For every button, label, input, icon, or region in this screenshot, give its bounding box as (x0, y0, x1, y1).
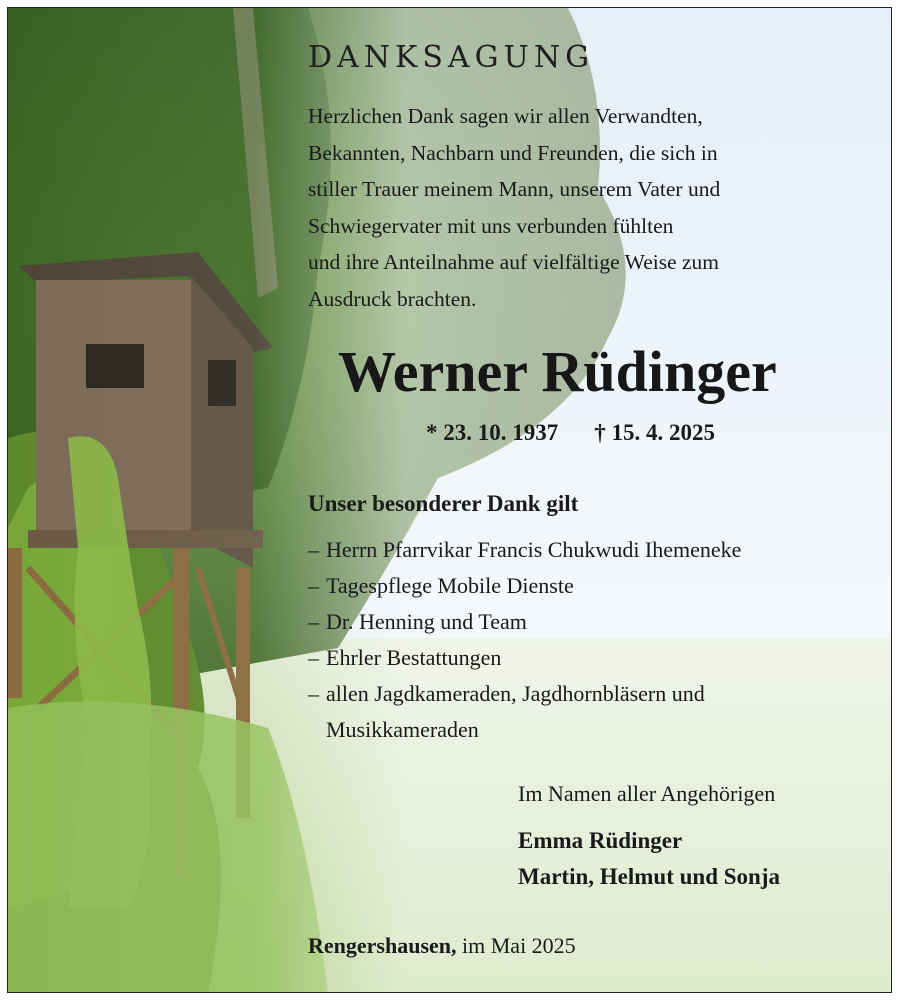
signer: Martin, Helmut und Sonja (518, 864, 780, 889)
intro-line: stiller Trauer meinem Mann, unserem Vater und (308, 177, 721, 201)
dash: – (308, 537, 319, 562)
obituary-card (7, 7, 892, 993)
list-item-text: Ehrler Bestattungen (326, 645, 502, 670)
signer: Emma Rüdinger (518, 828, 683, 853)
list-item-text: allen Jagdkameraden, Jagdhornbläsern und (326, 681, 705, 706)
list-item (308, 676, 741, 748)
intro-line: Bekannten, Nachbarn und Freunden, die sich in (308, 140, 718, 165)
intro-line: Schwiegervater mit uns verbunden fühlten (308, 213, 674, 238)
birth-date: * 23. 10. 1937 (426, 420, 559, 445)
list-item (308, 532, 741, 568)
signature-intro: Im Namen aller Angehörigen (518, 781, 776, 806)
dash: – (308, 681, 319, 706)
list-item-text: Tagespflege Mobile Dienste (326, 573, 574, 598)
intro-line: und ihre Anteilnahme auf vielfältige Weise zum (308, 250, 720, 274)
intro-line: Ausdruck brachten. (308, 286, 477, 311)
list-item-text: Dr. Henning und Team (326, 609, 527, 634)
dash: – (308, 573, 319, 598)
date: im Mai 2025 (462, 933, 576, 958)
list-item (308, 640, 741, 676)
list-item-continuation: Musikkameraden (326, 717, 479, 742)
dash: – (308, 609, 319, 634)
death-date: † 15. 4. 2025 (594, 420, 715, 445)
thanks-list (308, 532, 741, 748)
place: Rengershausen, (308, 933, 457, 958)
deceased-name: Werner Rüdinger (338, 339, 777, 404)
heading: DANKSAGUNG (308, 40, 595, 75)
intro-paragraph (308, 98, 878, 317)
list-item (308, 568, 741, 604)
obituary-text (8, 8, 892, 993)
special-thanks-heading: Unser besonderer Dank gilt (308, 491, 579, 516)
list-item-text: Herrn Pfarrvikar Francis Chukwudi Ihemeneke (326, 537, 742, 562)
signers (518, 823, 780, 895)
place-and-date (308, 933, 576, 959)
dash: – (308, 645, 319, 670)
life-dates (426, 420, 715, 446)
list-item (308, 604, 741, 640)
intro-line: Herzlichen Dank sagen wir allen Verwandten, (308, 104, 703, 128)
